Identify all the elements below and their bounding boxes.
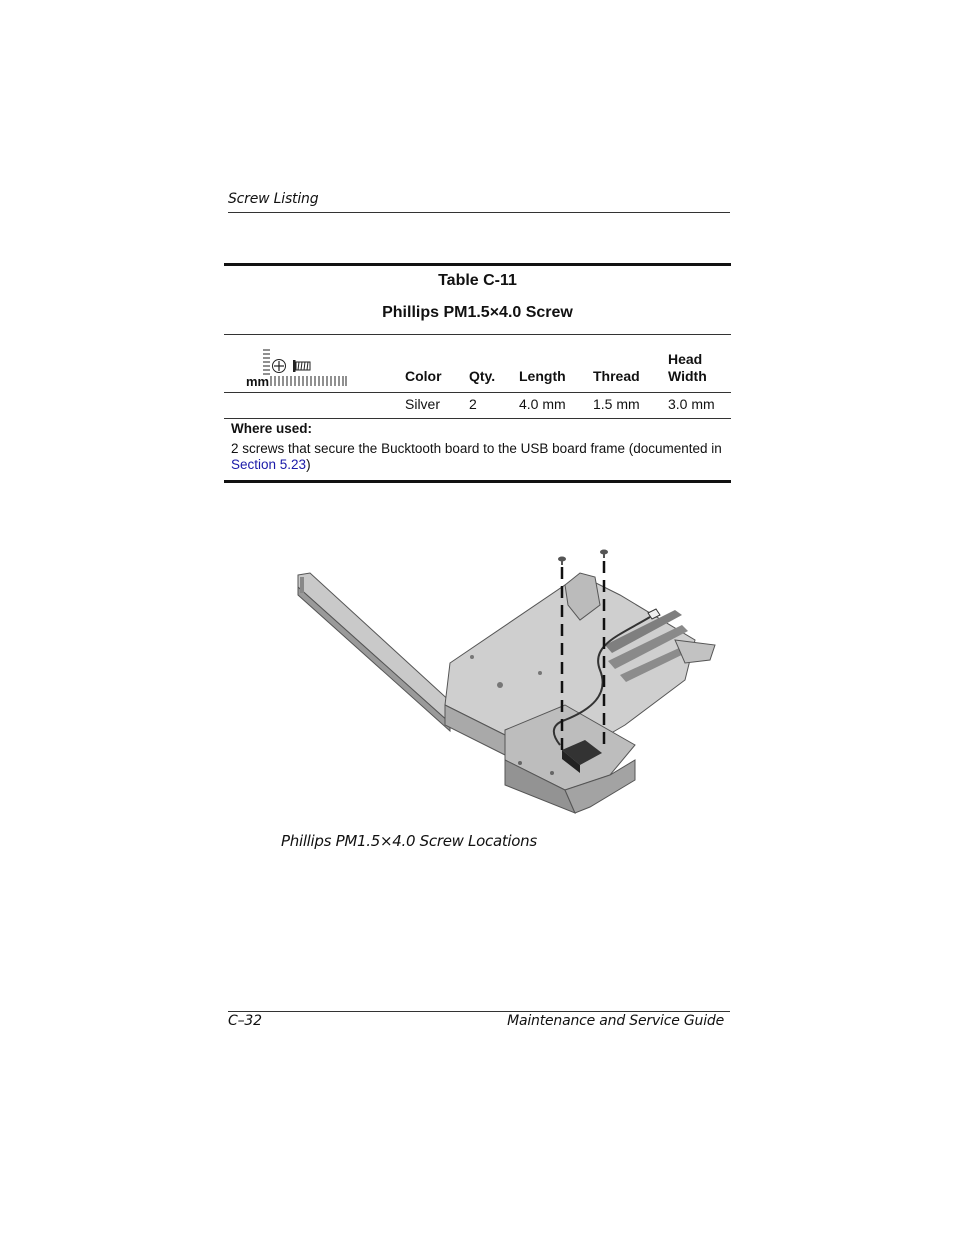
where-used-label: Where used: [231, 421, 313, 436]
table-header-rule [224, 392, 731, 393]
cell-color: Silver [405, 396, 441, 412]
column-header-head-width-line2: Width [668, 368, 707, 384]
page-number: C–32 [228, 1013, 262, 1029]
where-used-text-after: ) [306, 457, 311, 472]
cell-head-width: 3.0 mm [668, 396, 715, 412]
column-header-qty: Qty. [469, 368, 496, 384]
footer-rule [228, 1011, 730, 1012]
column-header-color: Color [405, 368, 442, 384]
table-row-rule [224, 418, 731, 419]
section-link[interactable]: Section 5.23 [231, 457, 307, 472]
table-title: Phillips PM1.5×4.0 Screw [382, 304, 573, 321]
guide-title: Maintenance and Service Guide [507, 1013, 724, 1029]
screw-icon [558, 557, 566, 566]
table-top-rule [224, 263, 731, 266]
table-number: Table C-11 [438, 272, 517, 289]
column-header-thread: Thread [593, 368, 640, 384]
screw-icon [600, 550, 608, 559]
column-header-head-width [668, 351, 707, 385]
cell-qty: 2 [469, 396, 477, 412]
cell-thread: 1.5 mm [593, 396, 640, 412]
header-rule [228, 212, 730, 213]
table-bottom-rule [224, 480, 731, 483]
where-used-text-before: 2 screws that secure the Bucktooth board to the USB board frame (documented in [231, 441, 722, 456]
scale-unit-label: mm [246, 374, 270, 389]
cell-length: 4.0 mm [519, 396, 566, 412]
column-header-length: Length [519, 368, 566, 384]
column-header-head-width-line1: Head [668, 351, 703, 367]
table-title-rule [224, 334, 731, 335]
where-used-text [231, 441, 726, 473]
running-head: Screw Listing [228, 191, 319, 207]
figure-caption: Phillips PM1.5×4.0 Screw Locations [281, 832, 537, 850]
usb-board-frame-illustration [290, 545, 720, 820]
